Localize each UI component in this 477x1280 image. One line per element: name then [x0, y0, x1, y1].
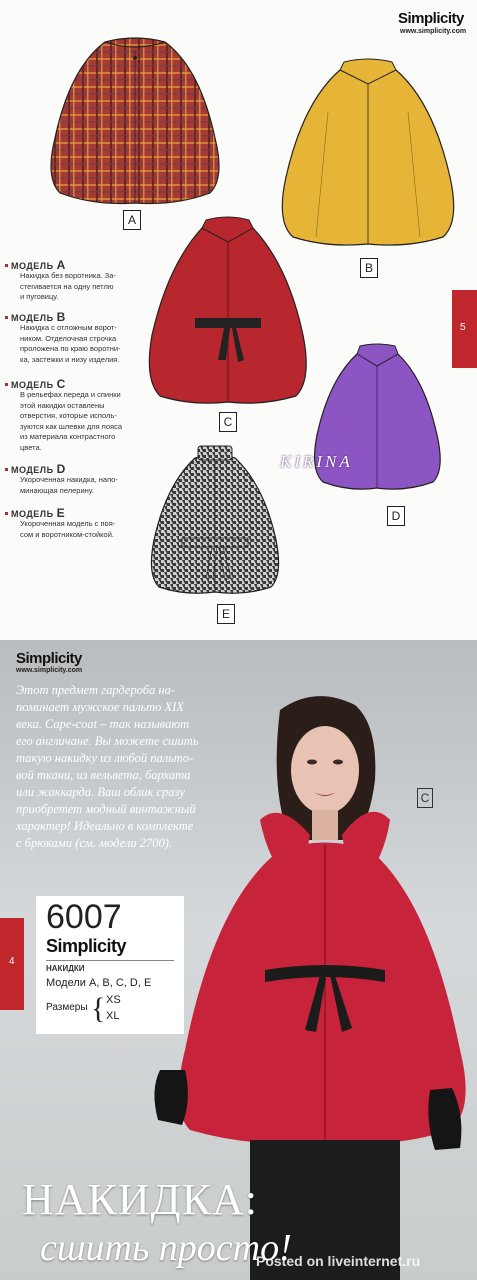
sketch-label-a: A — [123, 210, 141, 230]
model-e-title — [11, 506, 65, 520]
brand-logo: Simplicity — [398, 10, 464, 27]
model-letter: D — [56, 462, 66, 476]
desc-line: и пуговицу. — [20, 292, 59, 301]
intro-line: вой ткани, из вельвета, бархата — [16, 768, 191, 782]
desc-line: зуются как шлевки для пояса — [20, 421, 123, 431]
model-letter: B — [56, 310, 66, 324]
size-to: XL — [106, 1010, 120, 1022]
brand-logo: Simplicity — [16, 650, 82, 667]
model-b-description — [20, 323, 140, 365]
model-prefix: МОДЕЛЬ — [11, 465, 54, 475]
intro-line: или жаккарда. Ваш облик сразу — [16, 785, 185, 799]
bullet — [5, 383, 8, 386]
bullet — [5, 468, 8, 471]
model-prefix: МОДЕЛЬ — [11, 313, 54, 323]
desc-line: Укороченная модель с поя- — [20, 519, 116, 528]
model-d-title — [11, 462, 66, 476]
page-tab-5 — [452, 290, 477, 368]
intro-line: с брюками (см. модели 2700). — [16, 836, 172, 850]
model-c-description — [20, 390, 140, 453]
cape-a-sketch — [35, 28, 235, 208]
watermark-liveinternet: Posted on liveinternet.ru — [256, 1253, 421, 1269]
cape-d-sketch — [305, 340, 450, 500]
desc-line: этой накидки оставлены — [20, 400, 105, 410]
desc-line: цвета. — [20, 442, 42, 452]
headline-subtitle: сшить просто! — [40, 1227, 292, 1269]
model-a-title — [11, 258, 66, 272]
intro-line: поминает мужское пальто XIX — [16, 700, 184, 714]
sketch-label-b: B — [360, 258, 378, 278]
sketch-label-e: E — [217, 604, 235, 624]
model-prefix: МОДЕЛЬ — [11, 261, 54, 271]
model-letter: C — [56, 377, 66, 391]
desc-line: из материала контрастного — [20, 432, 116, 441]
divider — [46, 960, 174, 961]
sizes-brace: { — [91, 992, 106, 1025]
pattern-brand: Simplicity — [46, 936, 127, 956]
pattern-info-box — [36, 896, 184, 1034]
photo-label-c: C — [417, 788, 433, 808]
desc-line: Укороченная накидка, напо- — [20, 475, 118, 484]
desc-line: минающая пелерину. — [20, 485, 94, 495]
pattern-sizes-label: Размеры — [46, 1002, 88, 1013]
desc-line: ка, застежки и низу изделия. — [20, 354, 120, 364]
desc-line: ником. Отделочная строчка — [20, 333, 117, 343]
bullet — [5, 264, 8, 267]
brand-url: www.simplicity.com — [16, 667, 83, 674]
size-from: XS — [106, 994, 121, 1006]
intro-line: характер! Идеально в комплекте — [16, 819, 194, 833]
pattern-models: Модели А, В, С, D, Е — [46, 977, 152, 989]
desc-line: сом и воротником-стойкой. — [20, 529, 114, 539]
model-b-title — [11, 310, 66, 324]
headline-title: НАКИДКА: — [22, 1175, 259, 1224]
model-d-description — [20, 475, 140, 496]
brand-url: www.simplicity.com — [400, 28, 467, 35]
intro-line: века. Cape-coat – так называют — [16, 717, 190, 731]
intro-text — [16, 682, 226, 852]
pattern-number: 6007 — [46, 898, 122, 936]
intro-line: его англичане. Вы можете сшить — [16, 734, 199, 748]
model-e-description — [20, 519, 140, 540]
cape-c-sketch — [140, 210, 315, 410]
intro-line: приобретет модный винтажный — [16, 802, 196, 816]
pattern-category: НАКИДКИ — [46, 964, 85, 973]
model-letter: E — [56, 506, 66, 520]
intro-line: Этот предмет гардероба на- — [16, 683, 176, 697]
desc-line: стегивается на одну петлю — [20, 281, 114, 291]
page-tab-4 — [0, 918, 24, 1010]
catalog-page-4 — [0, 640, 477, 1280]
model-prefix: МОДЕЛЬ — [11, 380, 54, 390]
model-letter: A — [56, 258, 66, 272]
model-c-title — [11, 377, 66, 391]
watermark-kirina: KIRINA — [280, 452, 353, 471]
page-number-5: 5 — [460, 322, 466, 333]
bullet — [5, 316, 8, 319]
page-number-4: 4 — [9, 956, 15, 967]
model-prefix: МОДЕЛЬ — [11, 509, 54, 519]
desc-line: Накидка без воротника. За- — [20, 271, 116, 280]
desc-line: Накидка с отложным ворот- — [20, 323, 117, 332]
intro-line: такую накидку из любой пальто- — [16, 751, 194, 765]
cape-e-sketch — [140, 440, 290, 600]
sketch-label-d: D — [387, 506, 405, 526]
model-a-description — [20, 271, 140, 303]
desc-line: проложена по краю воротни- — [20, 344, 121, 353]
desc-line: отверстия, которые исполь- — [20, 411, 117, 420]
sketch-label-c: C — [219, 412, 237, 432]
desc-line: В рельефах переда и спинки — [20, 390, 121, 399]
bullet — [5, 512, 8, 515]
